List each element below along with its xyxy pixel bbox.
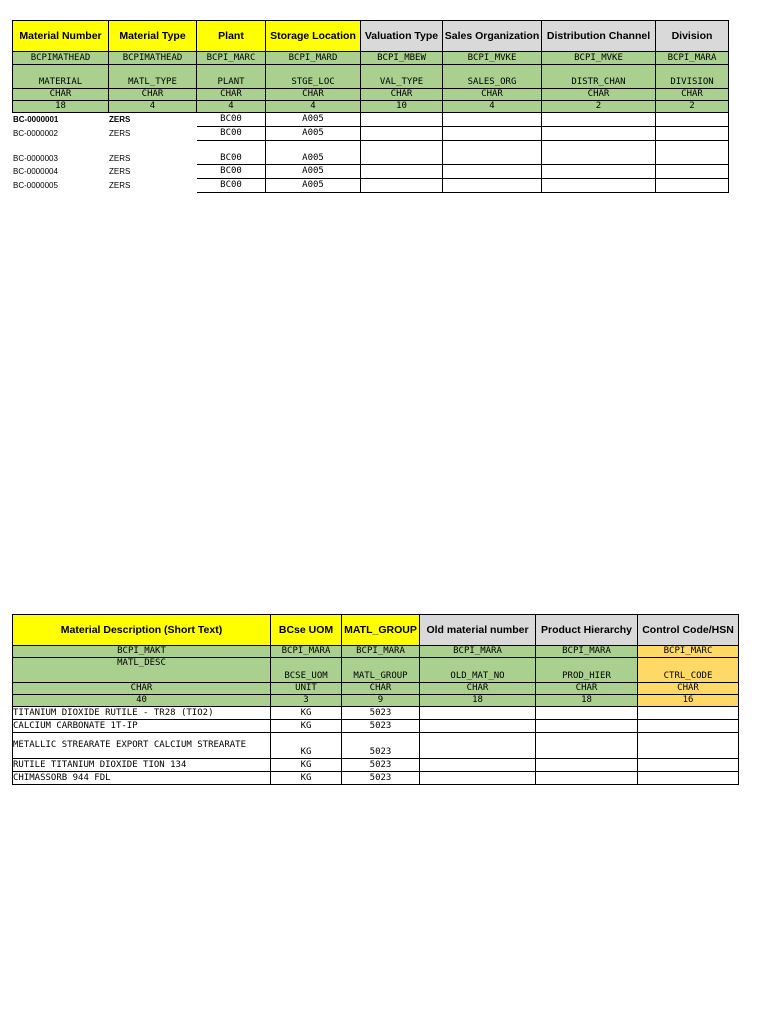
length-cell: 4 — [197, 101, 266, 113]
plant-cell: BC00 — [197, 141, 266, 165]
old-material-number-cell — [420, 772, 536, 785]
control-code-cell — [638, 707, 739, 720]
data-type-cell: CHAR — [109, 89, 197, 101]
control-code-cell — [638, 720, 739, 733]
field-name-cell: MATERIAL — [13, 65, 109, 89]
valuation-type-cell — [361, 127, 443, 141]
material-number-cell: BC-0000003 — [13, 154, 58, 163]
material-number-cell: BC-0000001 — [13, 115, 59, 124]
table-name-cell: BCPI_MARC — [638, 646, 739, 658]
material-group-cell: 5023 — [342, 772, 420, 785]
control-code-cell — [638, 772, 739, 785]
field-name-cell: SALES_ORG — [443, 65, 542, 89]
material-type-cell: ZERS — [109, 181, 131, 190]
material-header-table — [12, 20, 729, 193]
column-header: Sales Organization — [443, 21, 542, 52]
uom-cell: KG — [271, 733, 342, 759]
field-name-cell: DIVISION — [656, 65, 729, 89]
division-cell — [656, 113, 729, 127]
old-material-number-cell — [420, 720, 536, 733]
material-number-cell: BC-0000005 — [13, 181, 58, 190]
field-name-cell: OLD_MAT_NO — [420, 658, 536, 683]
column-header: Division — [656, 21, 729, 52]
data-type-cell: CHAR — [266, 89, 361, 101]
table-row — [13, 772, 739, 785]
field-name-cell: MATL_TYPE — [109, 65, 197, 89]
uom-cell: KG — [271, 772, 342, 785]
field-name-row — [13, 658, 739, 683]
length-cell: 4 — [109, 101, 197, 113]
table-row — [13, 720, 739, 733]
column-header: Material Description (Short Text) — [13, 615, 271, 646]
table-name-cell: BCPI_MARA — [342, 646, 420, 658]
data-type-row — [13, 683, 739, 695]
table-row — [13, 179, 729, 193]
table-name-cell: BCPI_MBEW — [361, 52, 443, 65]
sales-org-cell — [443, 127, 542, 141]
product-hierarchy-cell — [536, 720, 638, 733]
table-name-cell: BCPI_MARA — [420, 646, 536, 658]
sales-org-cell — [443, 165, 542, 179]
table-row — [13, 707, 739, 720]
header-row — [13, 615, 739, 646]
field-name-cell: MATL_GROUP — [342, 658, 420, 683]
data-type-cell: CHAR — [638, 683, 739, 695]
column-header: Plant — [197, 21, 266, 52]
column-header: Storage Location — [266, 21, 361, 52]
material-group-cell: 5023 — [342, 720, 420, 733]
data-type-cell: CHAR — [420, 683, 536, 695]
field-name-cell: STGE_LOC — [266, 65, 361, 89]
table-name-cell: BCPI_MARA — [271, 646, 342, 658]
length-cell: 4 — [443, 101, 542, 113]
table-name-row — [13, 52, 729, 65]
distribution-channel-cell — [542, 141, 656, 165]
description-cell: CALCIUM CARBONATE 1T-IP — [13, 720, 271, 733]
old-material-number-cell — [420, 733, 536, 759]
column-header: MATL_GROUP — [342, 615, 420, 646]
uom-cell: KG — [271, 707, 342, 720]
valuation-type-cell — [361, 165, 443, 179]
description-cell: METALLIC STREARATE EXPORT CALCIUM STREARATE — [13, 733, 271, 759]
table-row — [13, 127, 729, 141]
control-code-cell — [638, 759, 739, 772]
table-name-cell: BCPI_MARC — [197, 52, 266, 65]
field-name-cell: CTRL_CODE — [638, 658, 739, 683]
length-cell: 40 — [13, 695, 271, 707]
valuation-type-cell — [361, 141, 443, 165]
plant-cell: BC00 — [197, 165, 266, 179]
column-header: Control Code/HSN — [638, 615, 739, 646]
table-name-row — [13, 646, 739, 658]
material-type-cell: ZERS — [109, 129, 131, 138]
material-group-cell: 5023 — [342, 707, 420, 720]
field-name-cell: PROD_HIER — [536, 658, 638, 683]
field-name-cell: BCSE_UOM — [271, 658, 342, 683]
length-cell: 18 — [420, 695, 536, 707]
description-cell: CHIMASSORB 944 FDL — [13, 772, 271, 785]
description-cell: TITANIUM DIOXIDE RUTILE - TR28 (TIO2) — [13, 707, 271, 720]
sales-org-cell — [443, 113, 542, 127]
data-type-row — [13, 89, 729, 101]
distribution-channel-cell — [542, 165, 656, 179]
material-number-cell: BC-0000004 — [13, 167, 58, 176]
storage-location-cell: A005 — [266, 141, 361, 165]
table-name-cell: BCPI_MARA — [536, 646, 638, 658]
field-name-cell: PLANT — [197, 65, 266, 89]
material-type-cell: ZERS — [109, 167, 131, 176]
field-name-cell: MATL_DESC — [13, 658, 271, 683]
column-header: BCse UOM — [271, 615, 342, 646]
length-cell: 3 — [271, 695, 342, 707]
product-hierarchy-cell — [536, 772, 638, 785]
distribution-channel-cell — [542, 179, 656, 193]
length-row — [13, 695, 739, 707]
column-header: Material Number — [13, 21, 109, 52]
division-cell — [656, 179, 729, 193]
data-type-cell: CHAR — [197, 89, 266, 101]
division-cell — [656, 165, 729, 179]
data-type-cell: CHAR — [13, 89, 109, 101]
column-header: Material Type — [109, 21, 197, 52]
plant-cell: BC00 — [197, 127, 266, 141]
plant-cell: BC00 — [197, 113, 266, 127]
data-type-cell: CHAR — [342, 683, 420, 695]
storage-location-cell: A005 — [266, 127, 361, 141]
old-material-number-cell — [420, 759, 536, 772]
distribution-channel-cell — [542, 127, 656, 141]
storage-location-cell: A005 — [266, 179, 361, 193]
table-row — [13, 141, 729, 165]
control-code-cell — [638, 733, 739, 759]
table-name-cell: BCPI_MVKE — [443, 52, 542, 65]
field-name-cell: VAL_TYPE — [361, 65, 443, 89]
material-type-cell: ZERS — [109, 154, 131, 163]
length-cell: 4 — [266, 101, 361, 113]
product-hierarchy-cell — [536, 707, 638, 720]
sales-org-cell — [443, 179, 542, 193]
valuation-type-cell — [361, 113, 443, 127]
storage-location-cell: A005 — [266, 113, 361, 127]
table-name-cell: BCPI_MAKT — [13, 646, 271, 658]
length-cell: 10 — [361, 101, 443, 113]
table-row — [13, 733, 739, 759]
length-cell: 18 — [13, 101, 109, 113]
table-name-cell: BCPI_MARA — [656, 52, 729, 65]
field-name-row — [13, 65, 729, 89]
sales-org-cell — [443, 141, 542, 165]
old-material-number-cell — [420, 707, 536, 720]
material-type-cell: ZERS — [109, 115, 131, 124]
table-row — [13, 113, 729, 127]
description-cell: RUTILE TITANIUM DIOXIDE TION 134 — [13, 759, 271, 772]
data-type-cell: UNIT — [271, 683, 342, 695]
material-group-cell: 5023 — [342, 733, 420, 759]
table-name-cell: BCPIMATHEAD — [109, 52, 197, 65]
data-type-cell: CHAR — [361, 89, 443, 101]
material-group-cell: 5023 — [342, 759, 420, 772]
product-hierarchy-cell — [536, 759, 638, 772]
length-row — [13, 101, 729, 113]
length-cell: 18 — [536, 695, 638, 707]
uom-cell: KG — [271, 759, 342, 772]
column-header: Product Hierarchy — [536, 615, 638, 646]
data-type-cell: CHAR — [536, 683, 638, 695]
length-cell: 2 — [542, 101, 656, 113]
product-hierarchy-cell — [536, 733, 638, 759]
table-name-cell: BCPI_MARD — [266, 52, 361, 65]
table-row — [13, 759, 739, 772]
material-number-cell: BC-0000002 — [13, 129, 58, 138]
table-row — [13, 165, 729, 179]
header-row — [13, 21, 729, 52]
data-type-cell: CHAR — [656, 89, 729, 101]
length-cell: 16 — [638, 695, 739, 707]
length-cell: 9 — [342, 695, 420, 707]
storage-location-cell: A005 — [266, 165, 361, 179]
table-name-cell: BCPI_MVKE — [542, 52, 656, 65]
data-type-cell: CHAR — [443, 89, 542, 101]
field-name-cell: DISTR_CHAN — [542, 65, 656, 89]
division-cell — [656, 127, 729, 141]
uom-cell: KG — [271, 720, 342, 733]
data-type-cell: CHAR — [542, 89, 656, 101]
data-type-cell: CHAR — [13, 683, 271, 695]
division-cell — [656, 141, 729, 165]
length-cell: 2 — [656, 101, 729, 113]
column-header: Valuation Type — [361, 21, 443, 52]
table-name-cell: BCPIMATHEAD — [13, 52, 109, 65]
plant-cell: BC00 — [197, 179, 266, 193]
distribution-channel-cell — [542, 113, 656, 127]
material-description-table — [12, 614, 739, 785]
column-header: Distribution Channel — [542, 21, 656, 52]
column-header: Old material number — [420, 615, 536, 646]
valuation-type-cell — [361, 179, 443, 193]
